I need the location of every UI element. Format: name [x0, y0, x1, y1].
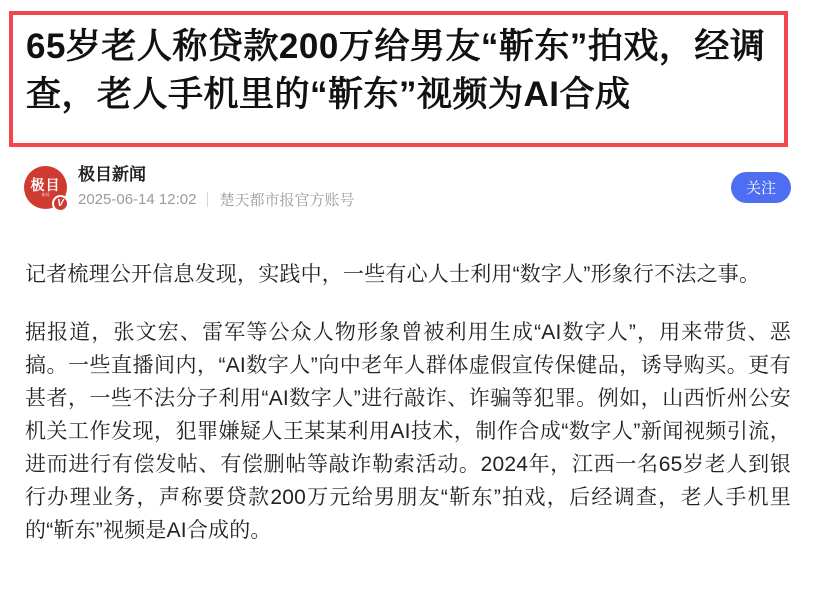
author-row — [24, 164, 791, 210]
avatar[interactable] — [24, 166, 67, 209]
author-info — [78, 164, 354, 210]
article-paragraph: 据报道，张文宏、雷军等公众人物形象曾被利用生成“AI数字人”，用来带货、恶搞。一些直播间内，“AI数字人”向中老年人群体虚假宣传保健品，诱导购买。更有甚者，一些不法分子利用“AI数字人”进行敲诈、诈骗等犯罪。例如，山西忻州公安机关工作发现，犯罪嫌疑人王某某利用AI技术，制作合成“数字人”新闻视频引流，进而进行有偿发帖、有偿删帖等敲诈勒索活动。2024年，江西一名65岁老人到银行办理业务，声称要贷款200万元给男朋友“靳东”拍戏，后经调查，老人手机里的“靳东”视频是AI合成的。 — [25, 321, 791, 542]
meta-divider — [207, 192, 208, 207]
verified-icon: V — [52, 195, 69, 212]
article-paragraph: 记者梳理公开信息发现，实践中，一些有心人士利用“数字人”形象行不法之事。 — [25, 263, 761, 286]
author-name[interactable]: 极目新闻 — [78, 165, 146, 184]
avatar-logo-text: 极目 — [30, 176, 61, 193]
article-headline: 65岁老人称贷款200万给男友“靳东”拍戏，经调查，老人手机里的“靳东”视频为AI合成 — [26, 27, 766, 114]
follow-button[interactable]: 关注 — [731, 172, 791, 203]
account-label: 楚天都市报官方账号 — [219, 192, 355, 209]
publish-date: 2025-06-14 12:02 — [78, 191, 197, 208]
avatar-logo-subtext: 新闻 — [41, 191, 50, 197]
headline-box — [9, 11, 788, 147]
author-meta — [78, 189, 354, 210]
article-body — [25, 258, 791, 547]
